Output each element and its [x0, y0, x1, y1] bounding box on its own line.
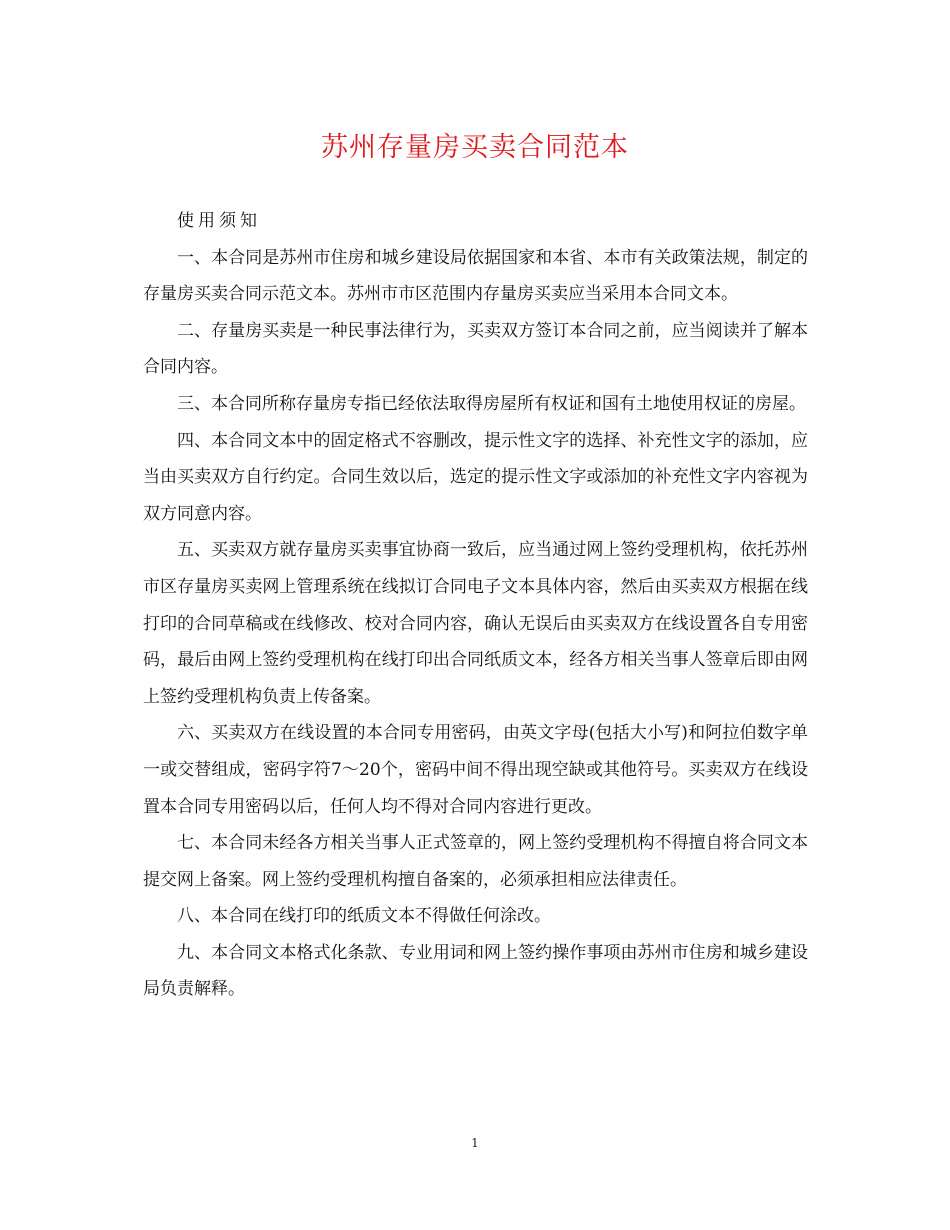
paragraph-9: 九、本合同文本格式化条款、专业用词和网上签约操作事项由苏州市住房和城乡建设局负责解释。 [143, 942, 808, 1000]
section-heading: 使用须知 [177, 211, 261, 231]
paragraph-1: 一、本合同是苏州市住房和城乡建设局依据国家和本省、本市有关政策法规，制定的存量房买卖合同示范文本。苏州市市区范围内存量房买卖应当采用本合同文本。 [143, 247, 808, 305]
paragraph-2: 二、存量房买卖是一种民事法律行为，买卖双方签订本合同之前，应当阅读并了解本合同内容。 [143, 320, 808, 378]
paragraph-4: 四、本合同文本中的固定格式不容删改，提示性文字的选择、补充性文字的添加，应当由买卖双方自行约定。合同生效以后，选定的提示性文字或添加的补充性文字内容视为双方同意内容。 [143, 430, 808, 524]
paragraph-6: 六、买卖双方在线设置的本合同专用密码，由英文字母(包括大小写)和阿拉伯数字单一或交替组成，密码字符7～20个，密码中间不得出现空缺或其他符号。买卖双方在线设置本合同专用密码以后，任何人均不得对合同内容进行更改。 [143, 723, 808, 817]
document-title: 苏州存量房买卖合同范本 [321, 132, 629, 163]
paragraph-8: 八、本合同在线打印的纸质文本不得做任何涂改。 [177, 906, 551, 927]
document-body [143, 203, 808, 1008]
paragraph-7: 七、本合同未经各方相关当事人正式签章的，网上签约受理机构不得擅自将合同文本提交网上备案。网上签约受理机构擅自备案的，必须承担相应法律责任。 [143, 833, 808, 890]
paragraph-3: 三、本合同所称存量房专指已经依法取得房屋所有权证和国有土地使用权证的房屋。 [177, 393, 806, 414]
paragraph-5: 五、买卖双方就存量房买卖事宜协商一致后，应当通过网上签约受理机构，依托苏州市区存量房买卖网上管理系统在线拟订合同电子文本具体内容，然后由买卖双方根据在线打印的合同草稿或在线修改、校对合同内容，确认无误后由买卖双方在线设置各自专用密码，最后由网上签约受理机构在线打印出合同纸质文本，经各方相关当事人签章后即由网上签约受理机构负责上传备案。 [143, 540, 808, 707]
page-number: 1 [471, 1136, 479, 1150]
